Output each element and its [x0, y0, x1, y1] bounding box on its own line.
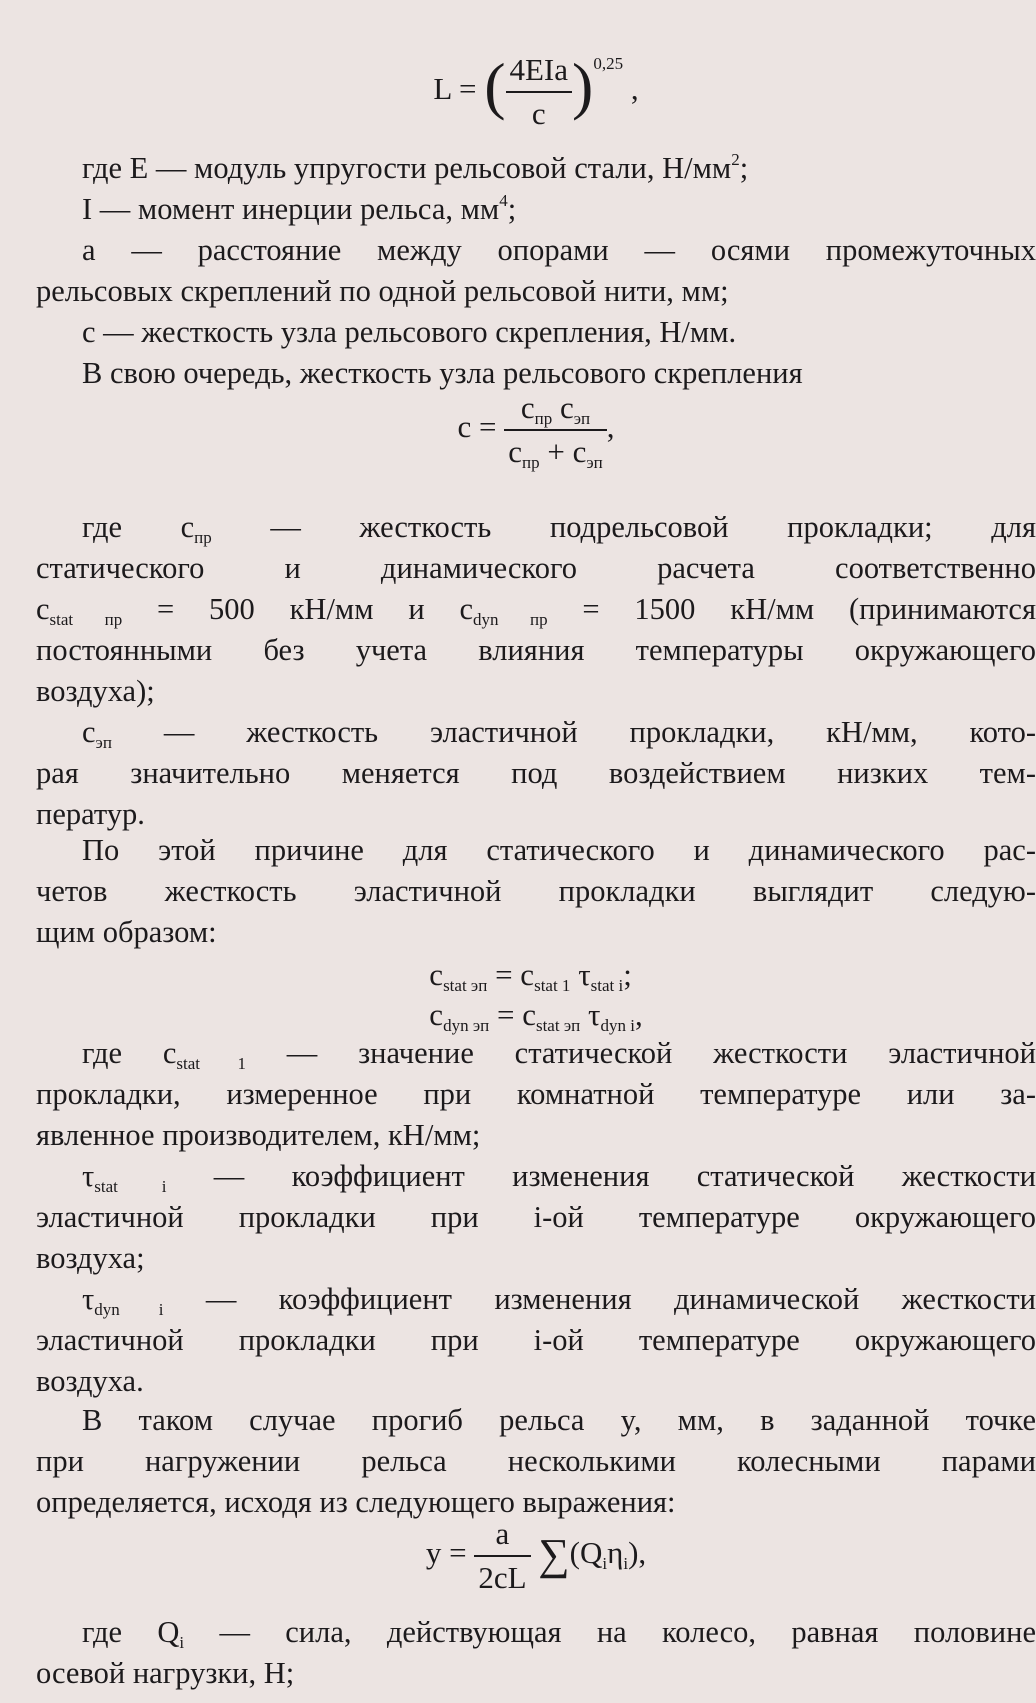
text-line: где $Q_i$ — сила, действующая на колесо, равная половине [82, 1615, 1036, 1652]
formula-y-fraction [474, 1516, 530, 1596]
text-line: $\tau_{dyn i}$ — коэффициент изменения динамической жесткости [82, 1282, 1036, 1319]
text-line: I — момент инерции рельса, $мм^4$; [82, 191, 517, 226]
text-line: рельсовых скреплений по одной рельсовой нити, мм; [36, 274, 729, 308]
text-line: где $c_{пр}$ — жесткость подрельсовой прокладки; для [82, 510, 1036, 547]
paragraph-6 [36, 1612, 1036, 1694]
formula-L-lhs: L = [433, 71, 477, 107]
text-line: явленное производителем, кН/мм; [36, 1118, 481, 1152]
paren-left: ( [484, 50, 506, 122]
text-line: воздуха); [36, 674, 155, 708]
text-line: воздуха. [36, 1364, 144, 1398]
formula-y-expression: $(Q_i\eta_i)$, [569, 1535, 647, 1574]
paragraph-4 [36, 1033, 1036, 1402]
sum-symbol: ∑ [538, 1530, 570, 1580]
text-line: осевой нагрузки, Н; [36, 1656, 295, 1690]
paren-right: ) [572, 50, 594, 122]
formula-L-denominator: c [531, 96, 546, 131]
formula-y [36, 1516, 1036, 1596]
text-line: где E — модуль упругости рельсовой стали, $Н/мм^2$; [82, 150, 749, 185]
paragraph-3 [36, 830, 1036, 953]
paragraph-2 [36, 507, 1036, 835]
text-line: c — жесткость узла рельсового скрепления, Н/мм. [82, 315, 737, 349]
formula-row-dynamic: $c_{dyn эп} = c_{stat эп}$ $\tau_{dyn i}$, [429, 997, 643, 1035]
text-line: щим образом: [36, 915, 217, 949]
formula-y-lhs: y = [425, 1535, 467, 1571]
paragraph-5 [36, 1400, 1036, 1523]
text-line: определяется, исходя из следующего выражения: [36, 1485, 676, 1519]
text-line: где $c_{stat 1}$ — значение статической жесткости эластичной [82, 1036, 1036, 1073]
formula-L-tail: , [630, 71, 639, 107]
text-line: воздуха; [36, 1241, 145, 1275]
text-line: a — расстояние между опорами — осями промежуточных [82, 233, 1036, 267]
formula-L-fraction [506, 52, 573, 132]
formula-c-lhs: c = [457, 409, 497, 445]
text-line: постоянными без учета влияния температуры окружающего [36, 633, 1036, 667]
formula-elastic-stiffness [36, 955, 1036, 1035]
text-line: четов жесткость эластичной прокладки выглядит следую- [36, 874, 1036, 908]
paragraph-1 [36, 148, 1036, 394]
formula-c [36, 390, 1036, 470]
formula-c-denominator: $c_{пр} + c_{эп}$ [508, 434, 603, 472]
text-line: эластичной прокладки при i-ой температуре окружающего [36, 1323, 1036, 1357]
formula-L [36, 52, 1036, 132]
text-line: $c_{эп}$ — жесткость эластичной прокладки, кН/мм, кото- [82, 715, 1036, 752]
text-line: статического и динамического расчета соответственно [36, 551, 1036, 585]
formula-y-numerator: a [474, 1516, 530, 1557]
formula-row-static: $c_{stat эп} = c_{stat 1}$ $\tau_{stat i}$; [429, 957, 632, 995]
formula-L-exponent: 0,25 [593, 54, 624, 74]
formula-c-fraction [504, 390, 607, 470]
formula-y-denominator: 2cL [478, 1560, 527, 1595]
text-line: В свою очередь, жесткость узла рельсового скрепления [82, 356, 803, 390]
text-line: при нагружении рельса несколькими колесными парами [36, 1444, 1036, 1478]
text-line: ператур. [36, 797, 145, 831]
text-line: прокладки, измеренное при комнатной температуре или за- [36, 1077, 1036, 1111]
formula-L-numerator: 4EIa [506, 52, 573, 93]
text-line: По этой причине для статического и динамического рас- [82, 833, 1036, 867]
formula-c-tail: , [606, 409, 615, 445]
text-line: В таком случае прогиб рельса y, мм, в заданной точке [82, 1403, 1036, 1437]
text-line: $\tau_{stat i}$ — коэффициент изменения статической жесткости [82, 1159, 1036, 1196]
text-line: рая значительно меняется под воздействием низких тем- [36, 756, 1036, 790]
formula-c-numerator: $c_{пр}$ $c_{эп}$ [504, 390, 607, 431]
text-line: эластичной прокладки при i-ой температуре окружающего [36, 1200, 1036, 1234]
text-line: $c_{stat пр} = 500$ кН/мм и $c_{dyn пр} = 1500$ кН/мм (принимаются [36, 592, 1036, 629]
